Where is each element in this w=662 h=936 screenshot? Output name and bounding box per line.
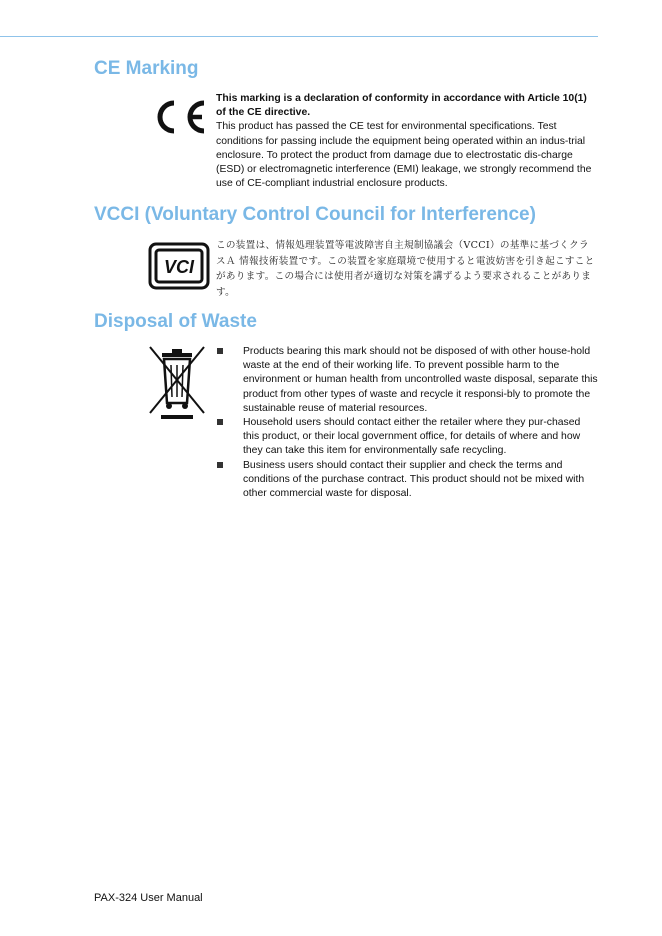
disposal-bullet-item [216,416,598,459]
ce-body-text: This product has passed the CE test for environmental specifications. Test conditions for passing include the equipment being operated within an indus-trial enclosure. To protect the product from damage due to electrostatic dis-charge (ESD) or electromagnetic interference (EMI) leakage, we strongly recommend the use of CE-compliant industrial enclosure products. [216,121,592,190]
ce-marking-heading: CE Marking [94,58,199,79]
disposal-bullet-text: Household users should contact either the retailer where they pur-chased this product, or their local government office, for details of where and how they can take this item for environmentally safe recycling. [243,417,581,457]
page-footer: PAX-324 User Manual [94,892,203,904]
bullet-square-icon [217,462,223,468]
disposal-heading: Disposal of Waste [94,311,257,332]
bullet-square-icon [217,348,223,354]
disposal-bullet-item [216,459,598,502]
header-rule [0,36,598,37]
disposal-bullet-text: Products bearing this mark should not be disposed of with other house-hold waste at the end of their working life. To prevent possible harm to the environment or human health from uncontrolled waste disposal, separate this product from other types of waste and recycle it responsi-bly to promote the sustainable reuse of material resources. [243,346,598,414]
vcci-heading: VCCI (Voluntary Control Council for Interference) [94,204,536,225]
vcci-logo-text: VCI [163,257,195,277]
ce-lead-text: This marking is a declaration of conformity in accordance with Article 10(1) of the CE directive. [216,93,587,119]
disposal-bullet-text: Business users should contact their supplier and check the terms and conditions of the purchase contract. This product should not be mixed with other commercial waste for disposal. [243,459,585,500]
disposal-bullet-item [216,345,598,416]
weee-crossed-bin-icon [146,345,208,421]
ce-marking-text [216,92,596,191]
vcci-logo-icon [148,242,210,290]
vcci-japanese-text: この装置は、情報処理装置等電波障害自主規制協議会（VCCI）の基準に基づくクラスＡ 情報技術装置です。この装置を家庭環境で使用すると電波妨害を引き起こすことがあります。この場合には使用者が適切な対策を講ずるよう要求されることがあります。 [216,240,595,298]
bullet-square-icon [217,419,223,425]
disposal-list [216,345,598,501]
ce-mark-icon [150,96,208,138]
